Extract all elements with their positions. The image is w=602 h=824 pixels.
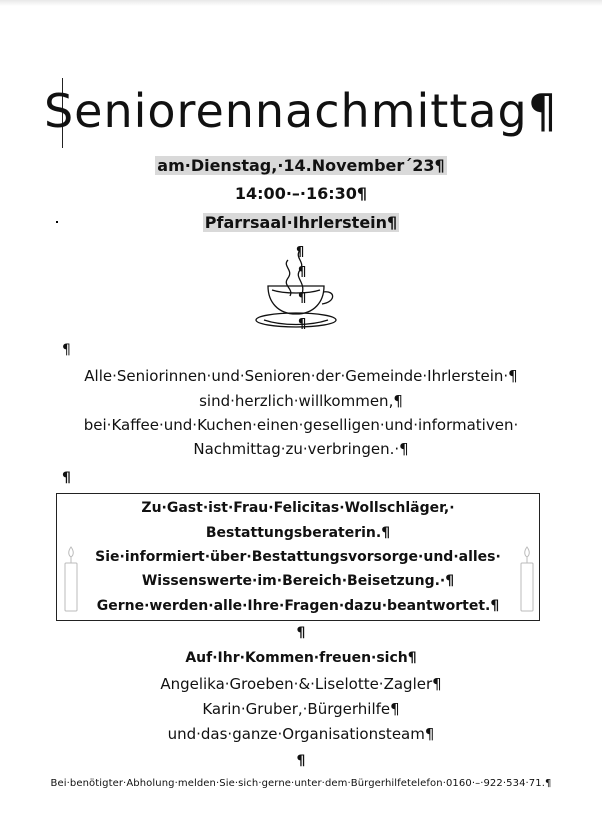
empty-paragraph-mark: ¶ [296, 753, 306, 769]
anchor-dot [56, 221, 58, 223]
empty-paragraph-mark: ¶ [62, 342, 71, 358]
event-date-text: am·Dienstag,·14.November´23¶ [157, 156, 445, 175]
empty-paragraph-mark: ¶ [296, 625, 306, 641]
cup-pilcrow: ¶ [298, 265, 307, 280]
invitation-line: bei·Kaffee·und·Kuchen·einen·geselligen·und·informativen· [83, 416, 519, 434]
saucer-inner [264, 320, 328, 325]
cup-pilcrow: ¶ [298, 317, 307, 332]
coffee-cup-icon [254, 240, 344, 332]
empty-paragraph-mark: ¶ [62, 470, 71, 486]
event-time: 14:00·–·16:30¶ [234, 184, 368, 203]
candle-icon [518, 545, 536, 615]
organizer-line: Karin·Gruber,·Bürgerhilfe¶ [202, 700, 400, 718]
steam-left [286, 260, 291, 296]
page-top-edge [0, 0, 602, 6]
closing-headline: Auf·Ihr·Kommen·freuen·sich¶ [185, 650, 417, 666]
cup-pilcrow: ¶ [298, 291, 307, 306]
event-place [0, 213, 602, 232]
cup-body [268, 286, 324, 314]
cup-rim-inner [272, 290, 320, 293]
guest-box-line: Sie·informiert·über·Bestattungsvorsorge·und·alles· [95, 549, 501, 565]
candle-icon [62, 545, 80, 615]
guest-box-line: Gerne·werden·alle·Ihre·Fragen·dazu·beantwortet.¶ [96, 598, 500, 614]
organizer-line: und·das·ganze·Organisationsteam¶ [167, 725, 435, 743]
guest-box-line: Bestattungsberaterin.¶ [205, 525, 391, 541]
organizer-line: Angelika·Groeben·&·Liselotte·Zagler¶ [160, 675, 442, 693]
event-date [0, 156, 602, 175]
guest-box-line: Zu·Gast·ist·Frau·Felicitas·Wollschläger,· [141, 500, 455, 516]
invitation-line: Nachmittag·zu·verbringen.·¶ [193, 440, 409, 458]
event-place-text: Pfarrsaal·Ihrlerstein¶ [204, 213, 398, 232]
guest-box-line: Wissenswerte·im·Bereich·Beisetzung.·¶ [141, 573, 455, 589]
footer-note: Bei·benötigter·Abholung·melden·Sie·sich·gerne·unter·dem·Bürgerhilfetelefon·0160·–·922·534·71.¶ [50, 778, 552, 789]
cup-pilcrow: ¶ [296, 245, 305, 260]
page-title: Seniorennachmittag¶ [43, 84, 559, 138]
invitation-line: Alle·Seniorinnen·und·Senioren·der·Gemeinde·Ihrlerstein·¶ [84, 367, 518, 385]
invitation-line: sind·herzlich·willkommen,¶ [199, 392, 403, 410]
